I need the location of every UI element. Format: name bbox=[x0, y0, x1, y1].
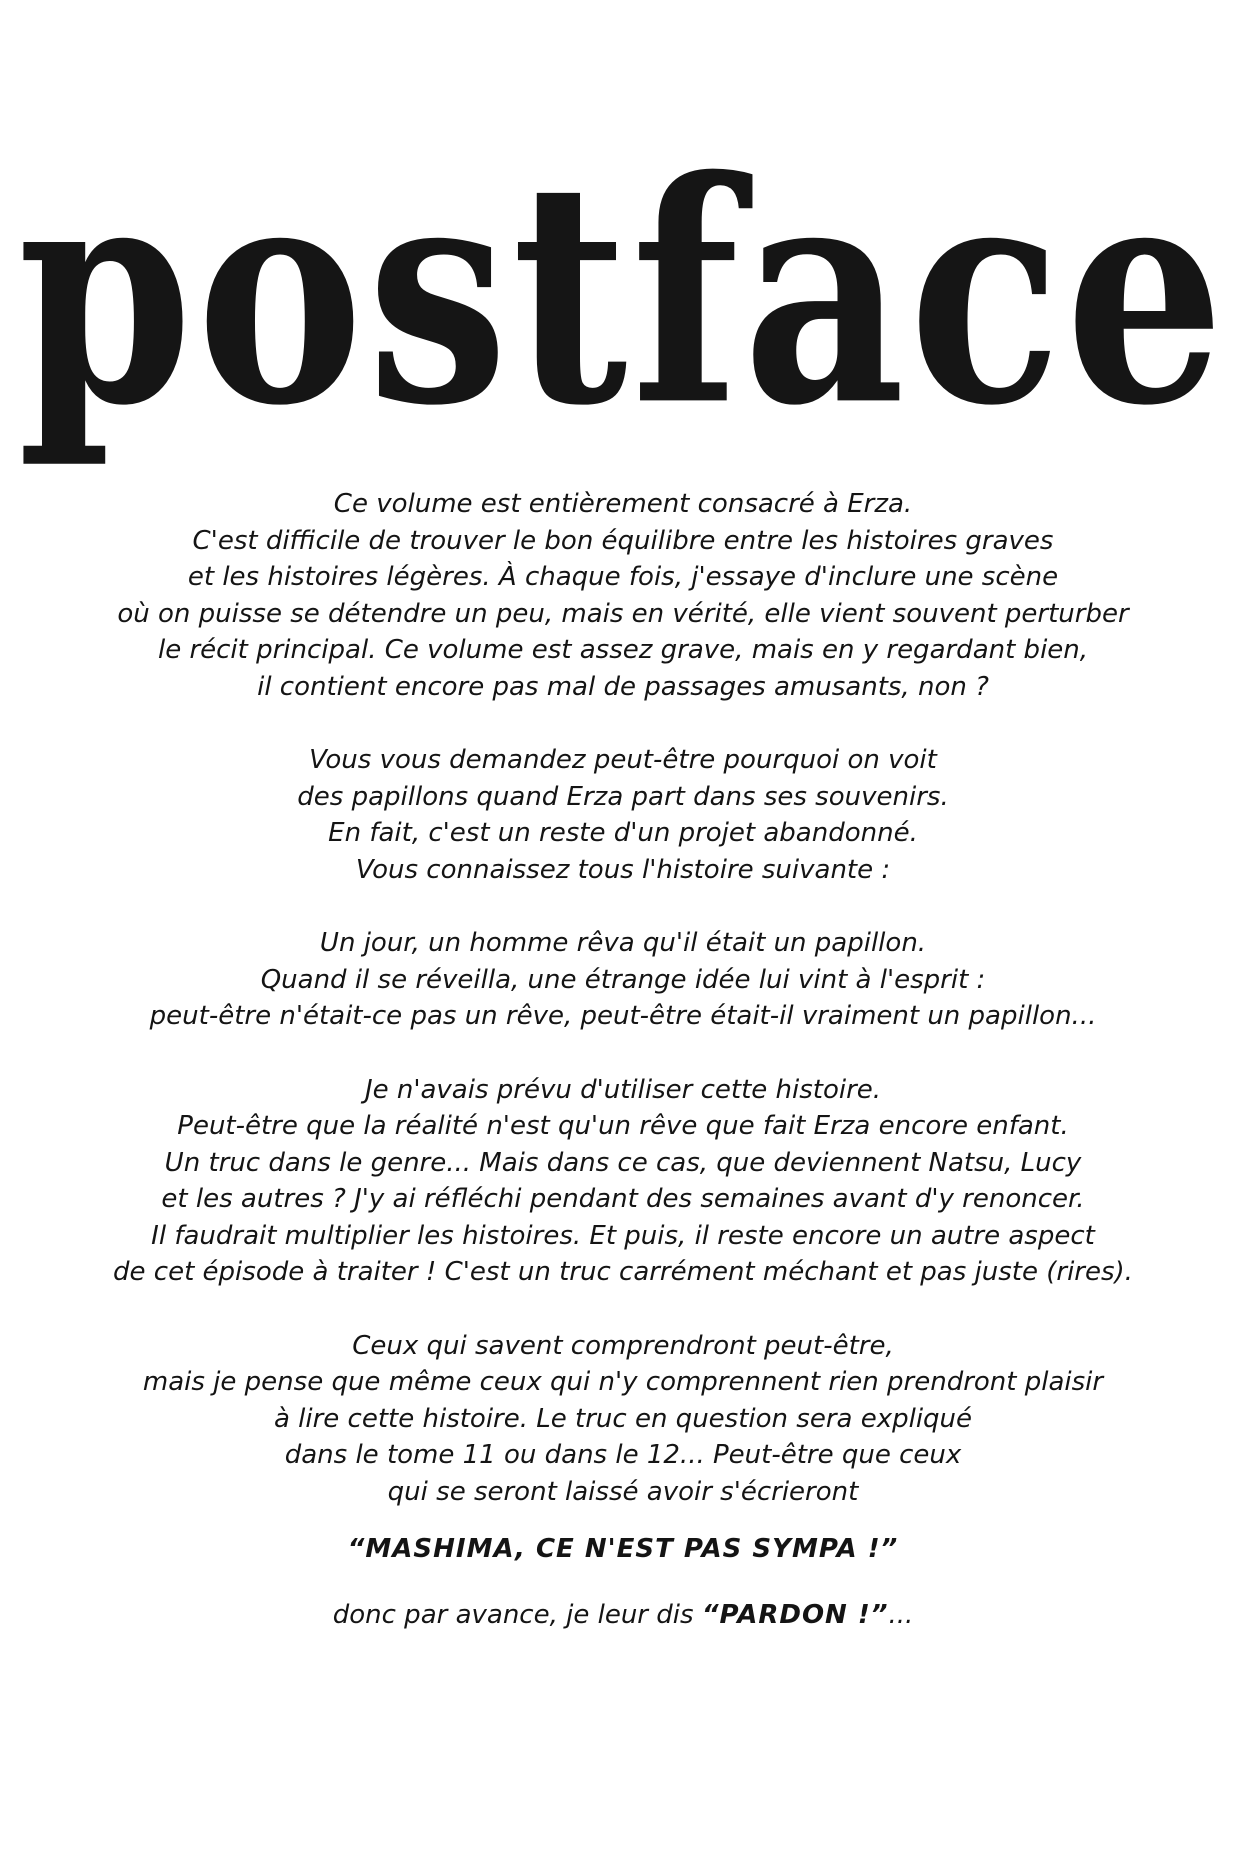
text-line: dans le tome 11 ou dans le 12... Peut-être que ceux bbox=[284, 1440, 962, 1471]
text-line: peut-être n'était-ce pas un rêve, peut-être était-il vraiment un papillon... bbox=[149, 1001, 1097, 1032]
paragraph-3 bbox=[60, 925, 1186, 1035]
text-line: où on puisse se détendre un peu, mais en vérité, elle vient souvent perturber bbox=[117, 598, 1129, 629]
closing-prefix: donc par avance, je leur dis bbox=[332, 1600, 702, 1631]
text-line: C'est difficile de trouver le bon équilibre entre les histoires graves bbox=[192, 525, 1054, 556]
text-line: il contient encore pas mal de passages amusants, non ? bbox=[257, 671, 989, 702]
postface-text bbox=[60, 486, 1186, 1634]
text-line: à lire cette histoire. Le truc en question sera expliqué bbox=[273, 1403, 973, 1434]
text-line: des papillons quand Erza part dans ses souvenirs. bbox=[297, 781, 949, 812]
paragraph-5 bbox=[60, 1328, 1186, 1511]
text-line: En fait, c'est un reste d'un projet abandonné. bbox=[328, 818, 918, 849]
page-title: postface bbox=[17, 113, 1229, 473]
text-line: et les autres ? J'y ai réfléchi pendant des semaines avant d'y renoncer. bbox=[161, 1184, 1085, 1215]
closing-line bbox=[60, 1597, 1186, 1634]
paragraph-4 bbox=[60, 1072, 1186, 1292]
text-line: de cet épisode à traiter ! C'est un truc carrément méchant et pas juste (rires). bbox=[113, 1257, 1133, 1288]
text-line: Je n'avais prévu d'utiliser cette histoire. bbox=[364, 1074, 882, 1105]
text-line: et les histoires légères. À chaque fois, j'essaye d'inclure une scène bbox=[187, 562, 1059, 593]
emphasized-quote: “MASHIMA, CE N'EST PAS SYMPA !” bbox=[347, 1533, 899, 1564]
text-line: Ce volume est entièrement consacré à Erza. bbox=[333, 489, 913, 519]
text-line: Quand il se réveilla, une étrange idée lui vint à l'esprit : bbox=[260, 964, 986, 995]
text-line: Vous connaissez tous l'histoire suivante : bbox=[355, 854, 891, 885]
text-line: Un jour, un homme rêva qu'il était un papillon. bbox=[319, 928, 927, 959]
closing-emphasis: “PARDON !” bbox=[701, 1600, 889, 1631]
paragraph-1 bbox=[60, 486, 1186, 706]
text-line: mais je pense que même ceux qui n'y comprennent rien prendront plaisir bbox=[142, 1367, 1104, 1398]
closing-suffix: ... bbox=[888, 1600, 914, 1631]
text-line: Un truc dans le genre... Mais dans ce cas, que deviennent Natsu, Lucy bbox=[164, 1147, 1082, 1178]
text-line: Il faudrait multiplier les histoires. Et puis, il reste encore un autre aspect bbox=[151, 1220, 1095, 1251]
text-line: Vous vous demandez peut-être pourquoi on voit bbox=[309, 745, 937, 776]
text-line: Ceux qui savent comprendront peut-être, bbox=[352, 1330, 894, 1361]
text-line: qui se seront laissé avoir s'écrieront bbox=[387, 1477, 859, 1508]
text-line: Peut-être que la réalité n'est qu'un rêve que fait Erza encore enfant. bbox=[177, 1111, 1069, 1142]
text-line: le récit principal. Ce volume est assez grave, mais en y regardant bien, bbox=[157, 635, 1089, 666]
paragraph-2 bbox=[60, 742, 1186, 888]
